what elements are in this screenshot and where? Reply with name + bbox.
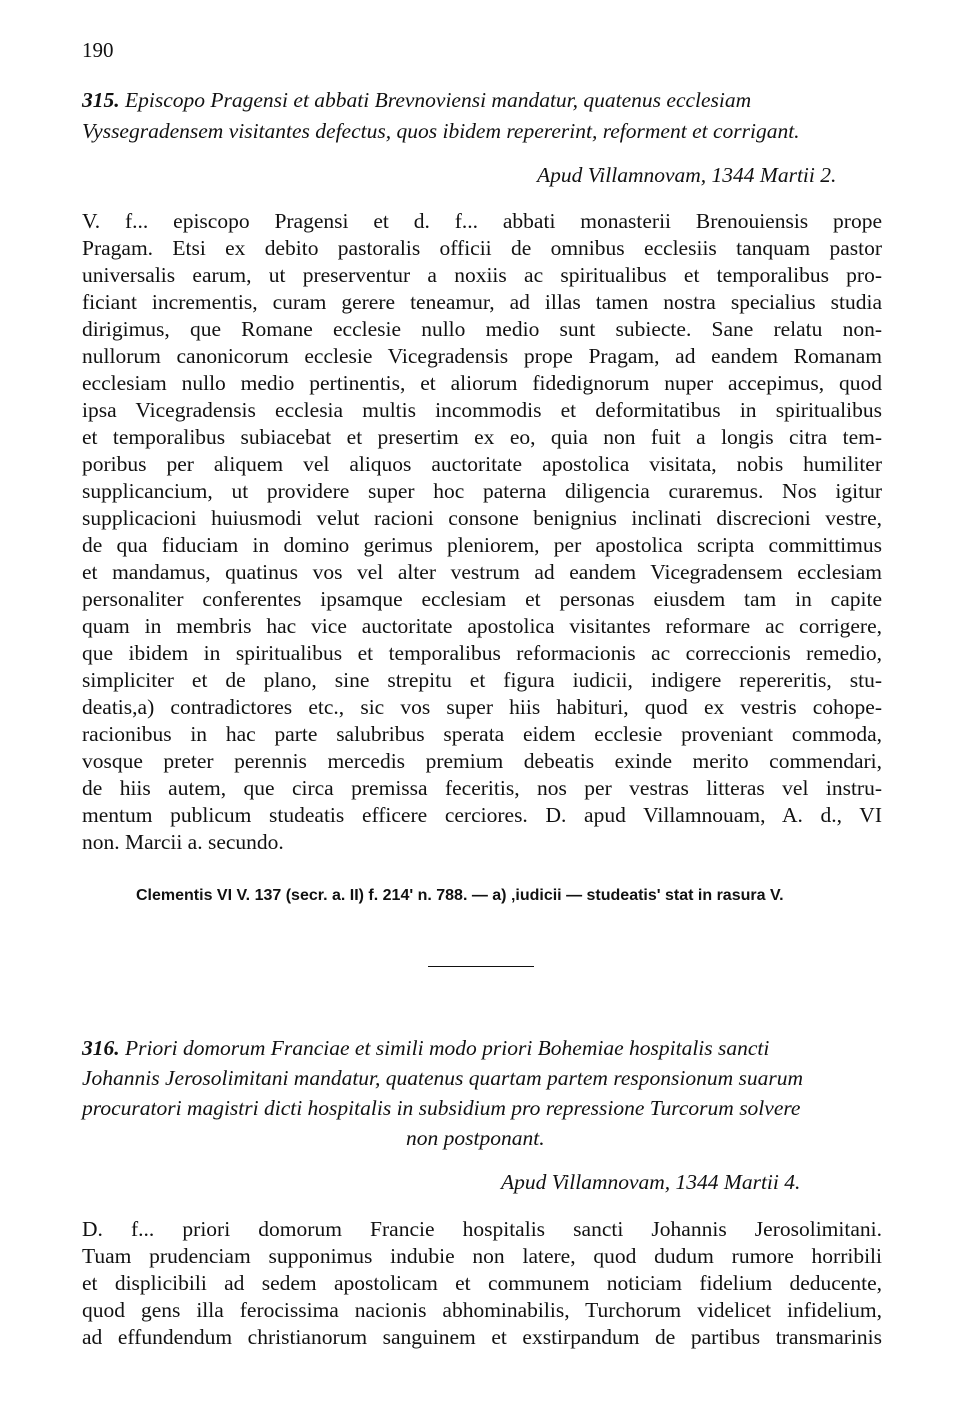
doc-315-body-line: de hiis autem, que circa premissa feceritis, nos per vestras litteras vel instru- xyxy=(82,776,882,800)
doc-315-body-line: et temporalibus subiacebat et presertim ex eo, quia non fuit a longis citra tem- xyxy=(82,425,882,449)
doc-315-body-line: deatis,a) contradictores etc., sic vos super hiis habituri, quod ex vestris cohope- xyxy=(82,695,882,719)
doc-316-summary-line-2: Johannis Jerosolimitani mandatur, quatenus quartam partem responsionum suarum xyxy=(82,1066,804,1090)
doc-315-body-line: ficiant incrementis, curam gerere teneamur, ad illas tamen nostra specialius studia xyxy=(82,290,882,314)
doc-315-body-line: racionibus in hac parte salubribus sperata eidem ecclesie proveniant commoda, xyxy=(82,722,882,746)
doc-316-summary-line-3: procuratori magistri dicti hospitalis in subsidium pro repressione Turcorum solvere xyxy=(82,1096,801,1120)
doc-316-body-line: quod gens illa ferocissima nacionis abhominabilis, Turchorum videlicet infidelium, xyxy=(82,1298,882,1322)
doc-315-summary-line-1: 315. Episcopo Pragensi et abbati Brevnoviensi mandatur, quatenus ecclesiam xyxy=(82,88,752,112)
doc-315-footnote: Clementis VI V. 137 (secr. a. II) f. 214' n. 788. — a) ‚iudicii — studeatis' stat in rasura V. xyxy=(136,887,784,904)
doc-315-body-line: ipsa Vicegradensis ecclesia multis incommodis et deformitatibus in spiritualibus xyxy=(82,398,882,422)
doc-315-body-line: nullorum canonicorum ecclesie Vicegradensis prope Pragam, ad eandem Romanam xyxy=(82,344,882,368)
doc-315-date: Apud Villamnovam, 1344 Martii 2. xyxy=(537,163,837,187)
doc-315-body-line: que ibidem in spiritualibus et temporalibus reformacionis ac correccionis remedio, xyxy=(82,641,882,665)
doc-315-body-line: mentum publicum studeatis efficere cerciores. D. apud Villamnouam, A. d., VI xyxy=(82,803,882,827)
doc-315-body-line: vosque preter perennis mercedis premium debeatis exinde merito commendari, xyxy=(82,749,882,773)
doc-316-body-line: Tuam prudenciam supponimus indubie non latere, quod dudum rumore horribili xyxy=(82,1244,882,1268)
doc-316-body-line: ad effundendum christianorum sanguinem et exstirpandum de partibus transmarinis xyxy=(82,1325,882,1349)
page-number: 190 xyxy=(82,38,114,62)
doc-315-body-line: universalis earum, ut preserventur a noxiis ac spiritualibus et temporalibus pro- xyxy=(82,263,882,287)
doc-315-number: 315. xyxy=(82,88,120,112)
doc-315-body-line: supplicacioni huiusmodi velut racioni consone benignius inclinati discrecioni vestre, xyxy=(82,506,882,530)
doc-316-date: Apud Villamnovam, 1344 Martii 4. xyxy=(501,1170,801,1194)
doc-315-body-line: simpliciter et de plano, sine strepitu et figura iudicii, indigere repereritis, stu- xyxy=(82,668,882,692)
doc-315-body-line: ecclesiam nullo medio pertinentis, et aliorum fidedignorum nuper accepimus, quod xyxy=(82,371,882,395)
doc-315-body-line-last: non. Marcii a. secundo. xyxy=(82,830,284,854)
doc-315-summary-line-2: Vyssegradensem visitantes defectus, quos ibidem repererint, reforment et corrigant. xyxy=(82,119,800,143)
doc-316-body-line: D. f... priori domorum Francie hospitalis sancti Johannis Jerosolimitani. xyxy=(82,1217,882,1241)
doc-316-number: 316. xyxy=(82,1036,120,1060)
doc-315-body-line: poribus per aliquem vel aliquos auctoritate apostolica visitata, nobis humiliter xyxy=(82,452,882,476)
doc-315-body-line: V. f... episcopo Pragensi et d. f... abbati monasterii Brenouiensis prope xyxy=(82,209,882,233)
doc-315-body-line: personaliter conferentes ipsamque ecclesiam et personas eiusdem tam in capite xyxy=(82,587,882,611)
doc-315-body-line: de qua fiduciam in domino gerimus pleniorem, per apostolica scripta committimus xyxy=(82,533,882,557)
doc-315-body-line: et mandamus, quatinus vos vel alter vestrum ad eandem Vicegradensem ecclesiam xyxy=(82,560,882,584)
doc-315-body-line: quam in membris hac vice auctoritate apostolica visitantes reformare ac corrigere, xyxy=(82,614,882,638)
doc-316-body-line: et displicibili ad sedem apostolicam et communem noticiam fidelium deducente, xyxy=(82,1271,882,1295)
doc-316-summary-line-4: non postponant. xyxy=(406,1126,545,1150)
doc-315-body-line: Pragam. Etsi ex debito pastoralis officii de omnibus ecclesiis tanquam pastor xyxy=(82,236,882,260)
doc-315-body-line: dirigimus, que Romane ecclesie nullo medio sunt subiecte. Sane relatu non- xyxy=(82,317,882,341)
doc-315-body-line: supplicancium, ut providere super hoc paterna diligencia curaremus. Nos igitur xyxy=(82,479,882,503)
doc-316-summary-line-1: 316. Priori domorum Franciae et simili modo priori Bohemiae hospitalis sancti xyxy=(82,1036,770,1060)
section-divider xyxy=(428,966,534,967)
